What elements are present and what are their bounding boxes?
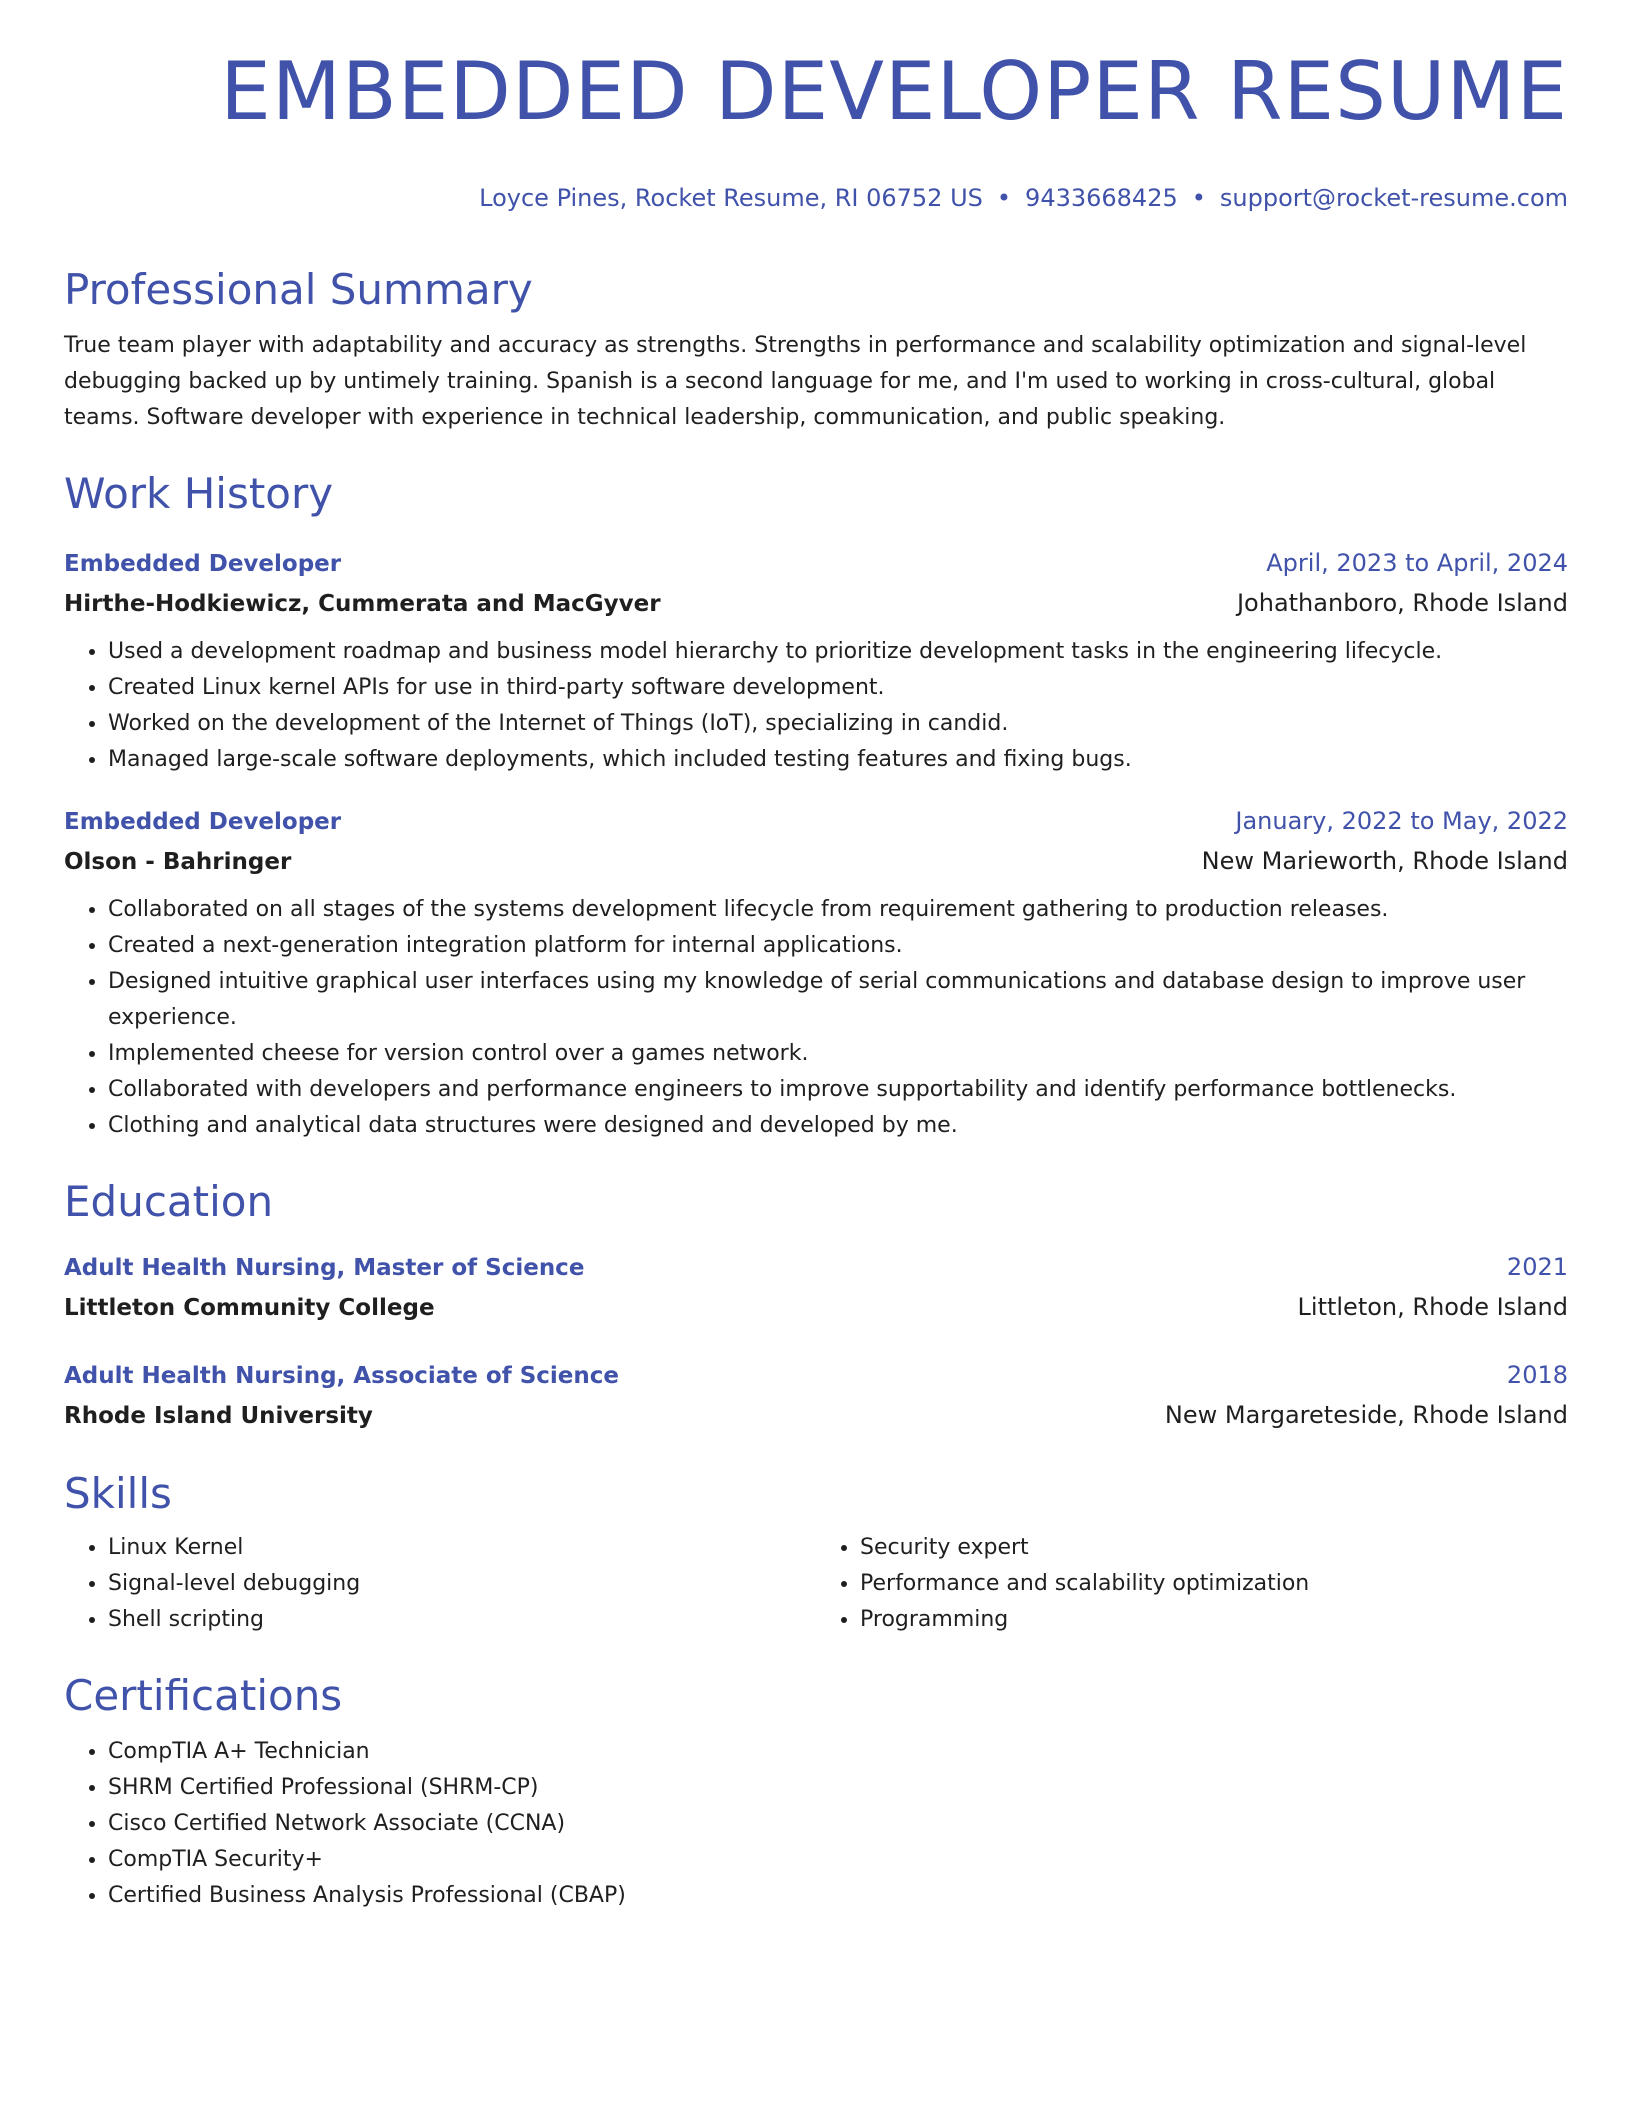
job-bullet: • Used a development roadmap and business model hierarchy to prioritize development tasks in the engineering lifecycle. — [108, 634, 1568, 670]
certifications-heading: Certifications — [64, 1671, 343, 1720]
certification-item: • Cisco Certified Network Associate (CCNA) — [108, 1806, 1568, 1842]
skills-columns — [64, 1530, 1568, 1638]
certifications-section — [64, 1668, 1568, 1914]
certifications-list — [64, 1734, 1568, 1914]
education-header-row — [64, 1356, 1568, 1395]
education-year: 2021 — [1506, 1253, 1568, 1281]
separator-dot: • — [996, 184, 1012, 212]
work-history-section — [64, 466, 1568, 1144]
resume-content — [64, 262, 1568, 1914]
education-entry — [64, 1248, 1568, 1328]
job-bullet: • Worked on the development of the Internet of Things (IoT), specializing in candid. — [108, 706, 1568, 742]
job-company-row — [64, 841, 1568, 882]
skill-item: • Security expert — [860, 1530, 1568, 1566]
job-entry — [64, 802, 1568, 1144]
certification-item: • Certified Business Analysis Professional (CBAP) — [108, 1878, 1568, 1914]
skill-item: • Programming — [860, 1602, 1568, 1638]
contact-phone: 9433668425 — [1025, 184, 1178, 212]
job-bullet: • Managed large-scale software deployments, which included testing features and fixing bugs. — [108, 742, 1568, 778]
education-school-row — [64, 1287, 1568, 1328]
education-year: 2018 — [1506, 1361, 1568, 1389]
certification-item: • SHRM Certified Professional (SHRM-CP) — [108, 1770, 1568, 1806]
summary-heading: Professional Summary — [64, 265, 533, 314]
separator-dot: • — [1191, 184, 1206, 212]
skill-item: • Linux Kernel — [108, 1530, 816, 1566]
job-company: Olson - Bahringer — [64, 849, 292, 875]
education-header-row — [64, 1248, 1568, 1287]
education-degree: Adult Health Nursing, Master of Science — [64, 1255, 585, 1281]
education-location: Littleton, Rhode Island — [1297, 1293, 1568, 1321]
education-location: New Margareteside, Rhode Island — [1164, 1401, 1568, 1429]
contact-email: support@rocket-resume.com — [1219, 184, 1568, 212]
job-title: Embedded Developer — [64, 551, 342, 577]
education-section — [64, 1174, 1568, 1436]
job-company: Hirthe-Hodkiewicz, Cummerata and MacGyver — [64, 591, 661, 617]
job-bullet: • Implemented cheese for version control over a games network. — [108, 1036, 1568, 1072]
skill-item: • Shell scripting — [108, 1602, 816, 1638]
education-school: Rhode Island University — [64, 1403, 373, 1429]
job-header-row — [64, 544, 1568, 583]
summary-text: True team player with adaptability and accuracy as strengths. Strengths in performance and scalability optimization and signal-level debugging backed up by untimely training. Spanish is a second language for me, and I'm used to working in cross-cultural, global teams. Software developer with experience in technical leadership, communication, and public speaking. — [64, 333, 1527, 430]
education-school-row — [64, 1395, 1568, 1436]
job-bullets — [64, 634, 1568, 778]
work-history-heading: Work History — [64, 469, 334, 518]
job-bullet: • Created Linux kernel APIs for use in third-party software development. — [108, 670, 1568, 706]
skills-heading: Skills — [64, 1469, 172, 1518]
job-entry — [64, 544, 1568, 778]
contact-address: Loyce Pines, Rocket Resume, RI 06752 US — [479, 184, 983, 212]
education-school: Littleton Community College — [64, 1295, 435, 1321]
education-degree: Adult Health Nursing, Associate of Science — [64, 1363, 619, 1389]
skill-item: • Performance and scalability optimization — [860, 1566, 1568, 1602]
job-bullets — [64, 892, 1568, 1144]
education-heading: Education — [64, 1177, 274, 1226]
job-bullet: • Designed intuitive graphical user interfaces using my knowledge of serial communications and database design to improve user experience. — [108, 964, 1568, 1036]
contact-line — [479, 182, 1568, 214]
certification-item: • CompTIA A+ Technician — [108, 1734, 1568, 1770]
job-title: Embedded Developer — [64, 809, 342, 835]
education-entry — [64, 1356, 1568, 1436]
skills-list-left — [64, 1530, 816, 1638]
job-company-row — [64, 583, 1568, 624]
job-bullet: • Created a next-generation integration platform for internal applications. — [108, 928, 1568, 964]
resume-title: EMBEDDED DEVELOPER RESUME — [220, 45, 1568, 138]
job-dates: January, 2022 to May, 2022 — [1235, 807, 1568, 835]
job-location: New Marieworth, Rhode Island — [1201, 847, 1568, 875]
job-bullet: • Clothing and analytical data structures were designed and developed by me. — [108, 1108, 1568, 1144]
skills-list-right — [816, 1530, 1568, 1638]
job-dates: April, 2023 to April, 2024 — [1266, 549, 1568, 577]
job-location: Johathanboro, Rhode Island — [1236, 589, 1568, 617]
summary-section — [64, 262, 1568, 436]
job-header-row — [64, 802, 1568, 841]
certification-item: • CompTIA Security+ — [108, 1842, 1568, 1878]
skill-item: • Signal-level debugging — [108, 1566, 816, 1602]
skills-section — [64, 1466, 1568, 1638]
job-bullet: • Collaborated with developers and performance engineers to improve supportability and identify performance bottlenecks. — [108, 1072, 1568, 1108]
job-bullet: • Collaborated on all stages of the systems development lifecycle from requirement gathering to production releases. — [108, 892, 1568, 928]
